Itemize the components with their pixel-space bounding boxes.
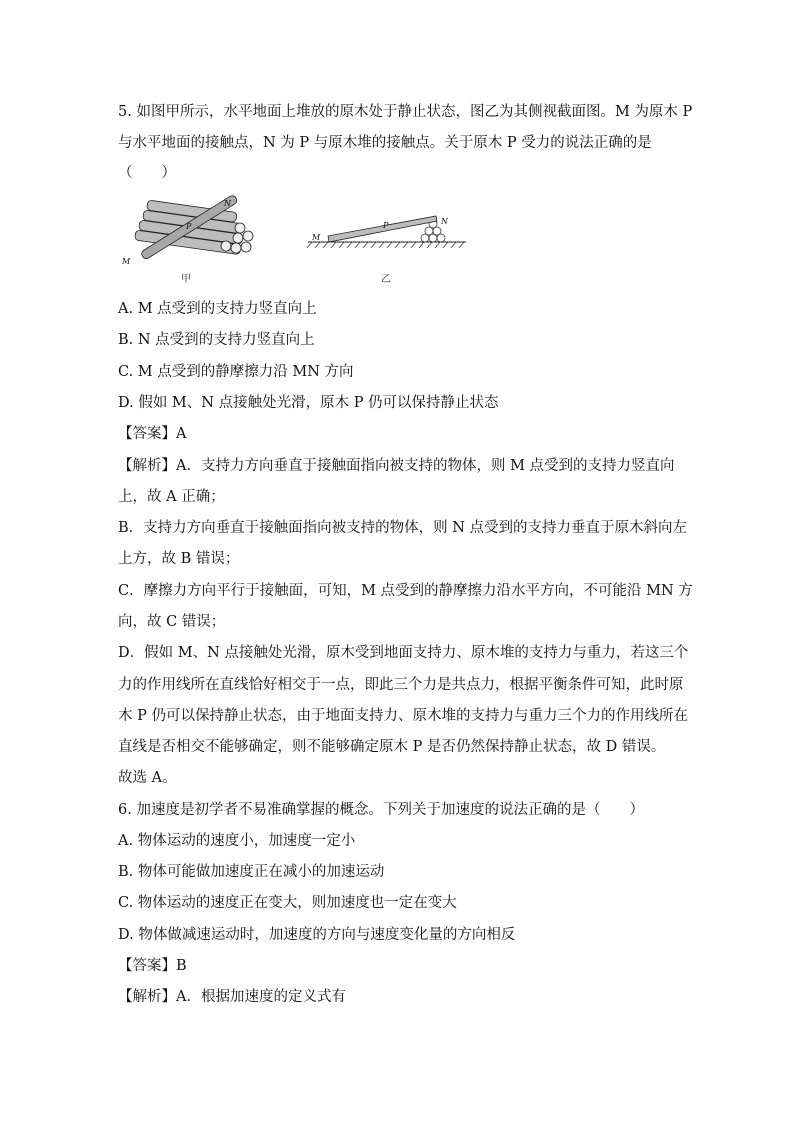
q5-analysis-line-1: 【解析】A．支持力方向垂直于接触面指向被支持的物体，则 M 点受到的支持力竖直向 [118,458,675,474]
q5-option-d: D. 假如 M、N 点接触处光滑，原木 P 仍可以保持静止状态 [118,395,499,411]
q6-stem: 6. 加速度是初学者不易准确掌握的概念。下列关于加速度的说法正确的是（ ） [118,802,644,818]
q5-analysis-line-8: 力的作用线所在直线恰好相交于一点，即此三个力是共点力，根据平衡条件可知，此时原 [118,677,684,693]
q5-analysis-line-5: C．摩擦力方向平行于接触面，可知，M 点受到的静摩擦力沿水平方向，不可能沿 MN 方 [118,583,693,599]
q5-analysis-line-7: D．假如 M、N 点接触处光滑，原木受到地面支持力、原木堆的支持力与重力，若这三个 [118,645,689,661]
figure-log-pile [118,192,268,272]
q5-stem-line-1: 5. 如图甲所示，水平地面上堆放的原木处于静止状态，图乙为其侧视截面图。M 为原木 P [118,104,693,120]
q5-analysis-line-9: 木 P 仍可以保持静止状态，由于地面支持力、原木堆的支持力与重力三个力的作用线所在 [118,708,688,724]
q6-analysis-start: 【解析】A．根据加速度的定义式有 [118,989,346,1005]
q6-answer: 【答案】B [118,958,187,974]
q5-stem-line-2: 与水平地面的接触点，N 为 P 与原木堆的接触点。关于原木 P 受力的说法正确的是 [118,135,652,151]
q5-analysis-line-3: B．支持力方向垂直于接触面指向被支持的物体，则 N 点受到的支持力垂直于原木斜向左 [118,520,688,536]
q5-stem-line-3: （ ） [118,165,176,181]
q5-analysis-line-11: 故选 A。 [118,770,177,786]
fig-caption-right: 乙 [381,274,391,285]
fig-left-label-p: P [186,222,192,231]
q5-analysis-line-10: 直线是否相交不能够确定，则不能够确定原木 P 是否仍然保持静止状态，故 D 错误。 [118,739,666,755]
fig-right-label-p: P [383,221,389,230]
fig-left-label-n: N [224,199,231,208]
fig-right-label-m: M [312,233,321,242]
figure-side-section [306,210,466,252]
q5-option-a: A. M 点受到的支持力竖直向上 [118,301,317,317]
q6-option-a: A. 物体运动的速度小，加速度一定小 [118,833,356,849]
q5-analysis-line-4: 上方，故 B 错误； [118,551,240,567]
q5-option-c: C. M 点受到的静摩擦力沿 MN 方向 [118,364,354,380]
q5-analysis-line-2: 上，故 A 正确； [118,489,225,505]
q5-option-b: B. N 点受到的支持力竖直向上 [118,332,315,348]
q6-option-d: D. 物体做减速运动时，加速度的方向与速度变化量的方向相反 [118,927,516,943]
q5-answer: 【答案】A [118,426,187,442]
fig-left-label-m: M [122,257,131,266]
fig-caption-left: 甲 [181,274,191,285]
q6-option-c: C. 物体运动的速度正在变大，则加速度也一定在变大 [118,895,457,911]
q5-analysis-line-6: 向，故 C 错误； [118,614,226,630]
q6-option-b: B. 物体可能做加速度正在减小的加速运动 [118,864,385,880]
fig-right-label-n: N [441,217,448,226]
